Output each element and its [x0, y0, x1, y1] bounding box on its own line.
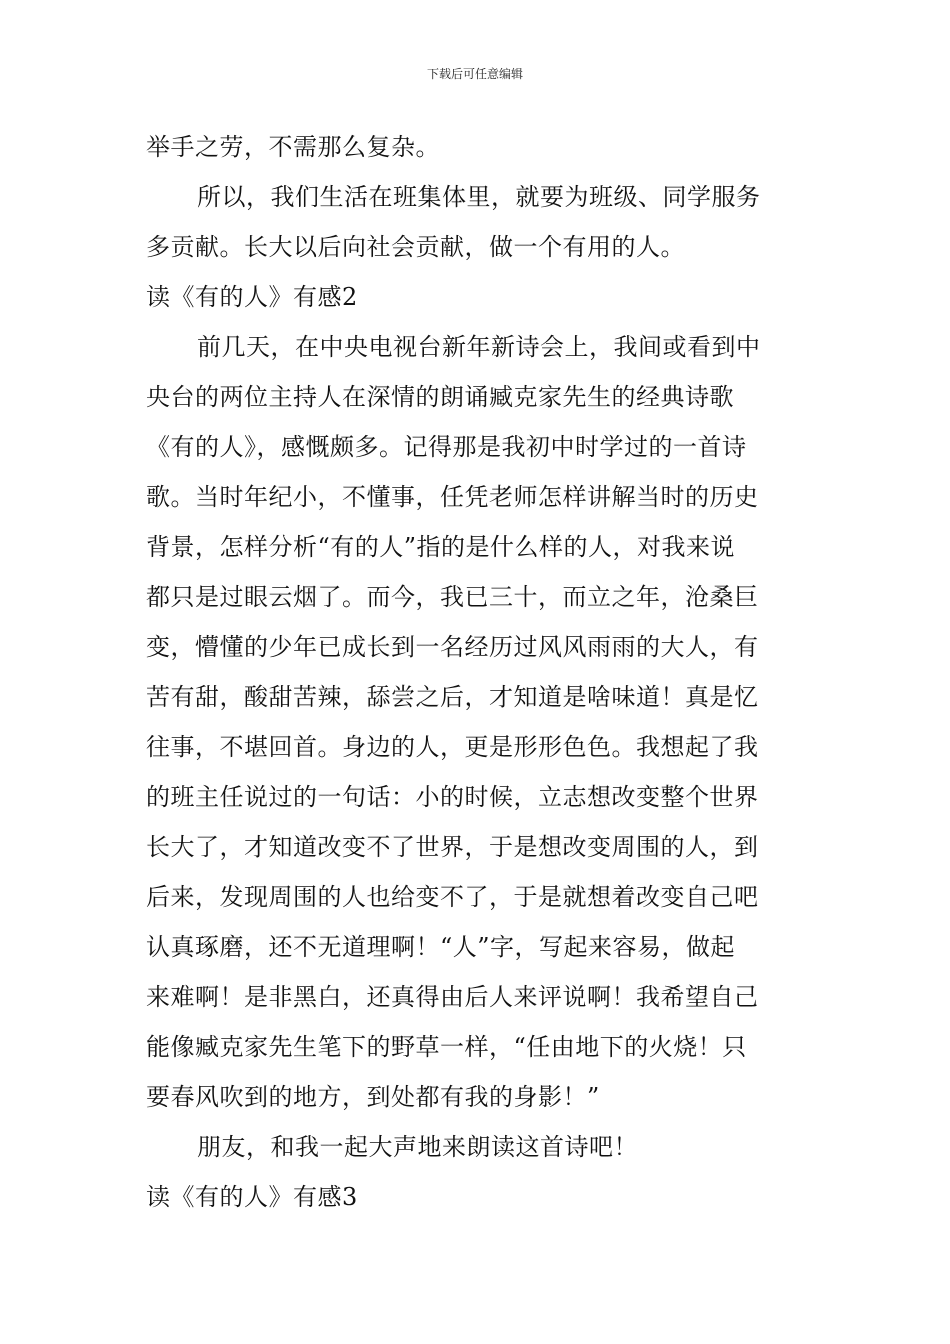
text-line: 多贡献。长大以后向社会贡献，做一个有用的人。	[146, 233, 685, 261]
text-line: 认真琢磨，还不无道理啊！“人”字，写起来容易，做起	[146, 933, 736, 961]
text-line: 歌。当时年纪小，不懂事，任凭老师怎样讲解当时的历史	[146, 483, 759, 511]
text-line: 要春风吹到的地方，到处都有我的身影！”	[146, 1083, 600, 1111]
text-line: 都只是过眼云烟了。而今，我已三十，而立之年，沧桑巨	[146, 583, 759, 611]
text-line: 背景，怎样分析“有的人”指的是什么样的人，对我来说	[146, 533, 736, 561]
text-line: 长大了，才知道改变不了世界，于是想改变周围的人，到	[146, 833, 759, 861]
text-line: 朋友，和我一起大声地来朗读这首诗吧！	[197, 1133, 638, 1161]
section-heading: 读《有的人》有感2	[146, 283, 358, 311]
text-line: 《有的人》，感慨颇多。记得那是我初中时学过的一首诗	[146, 433, 747, 461]
text-line: 央台的两位主持人在深情的朗诵臧克家先生的经典诗歌	[146, 383, 734, 411]
text-line: 前几天，在中央电视台新年新诗会上，我间或看到中	[197, 333, 761, 361]
section-heading: 读《有的人》有感3	[146, 1183, 358, 1211]
text-line: 能像臧克家先生笔下的野草一样，“任由地下的火烧！只	[146, 1033, 747, 1061]
text-line: 来难啊！是非黑白，还真得由后人来评说啊！我希望自己	[146, 983, 759, 1011]
text-line: 变，懵懂的少年已成长到一名经历过风风雨雨的大人，有	[146, 633, 759, 661]
text-line: 往事，不堪回首。身边的人，更是形形色色。我想起了我	[146, 733, 759, 761]
text-line: 后来，发现周围的人也给变不了，于是就想着改变自己吧	[146, 883, 759, 911]
text-line: 的班主任说过的一句话：小的时候，立志想改变整个世界	[146, 783, 759, 811]
document-body	[146, 122, 816, 1222]
text-line: 举手之劳，不需那么复杂。	[146, 133, 440, 161]
page-header: 下载后可任意编辑	[426, 67, 523, 81]
text-line: 苦有甜，酸甜苦辣，舔尝之后，才知道是啥味道！真是忆	[146, 683, 759, 711]
text-line: 所以，我们生活在班集体里，就要为班级、同学服务	[197, 183, 761, 211]
